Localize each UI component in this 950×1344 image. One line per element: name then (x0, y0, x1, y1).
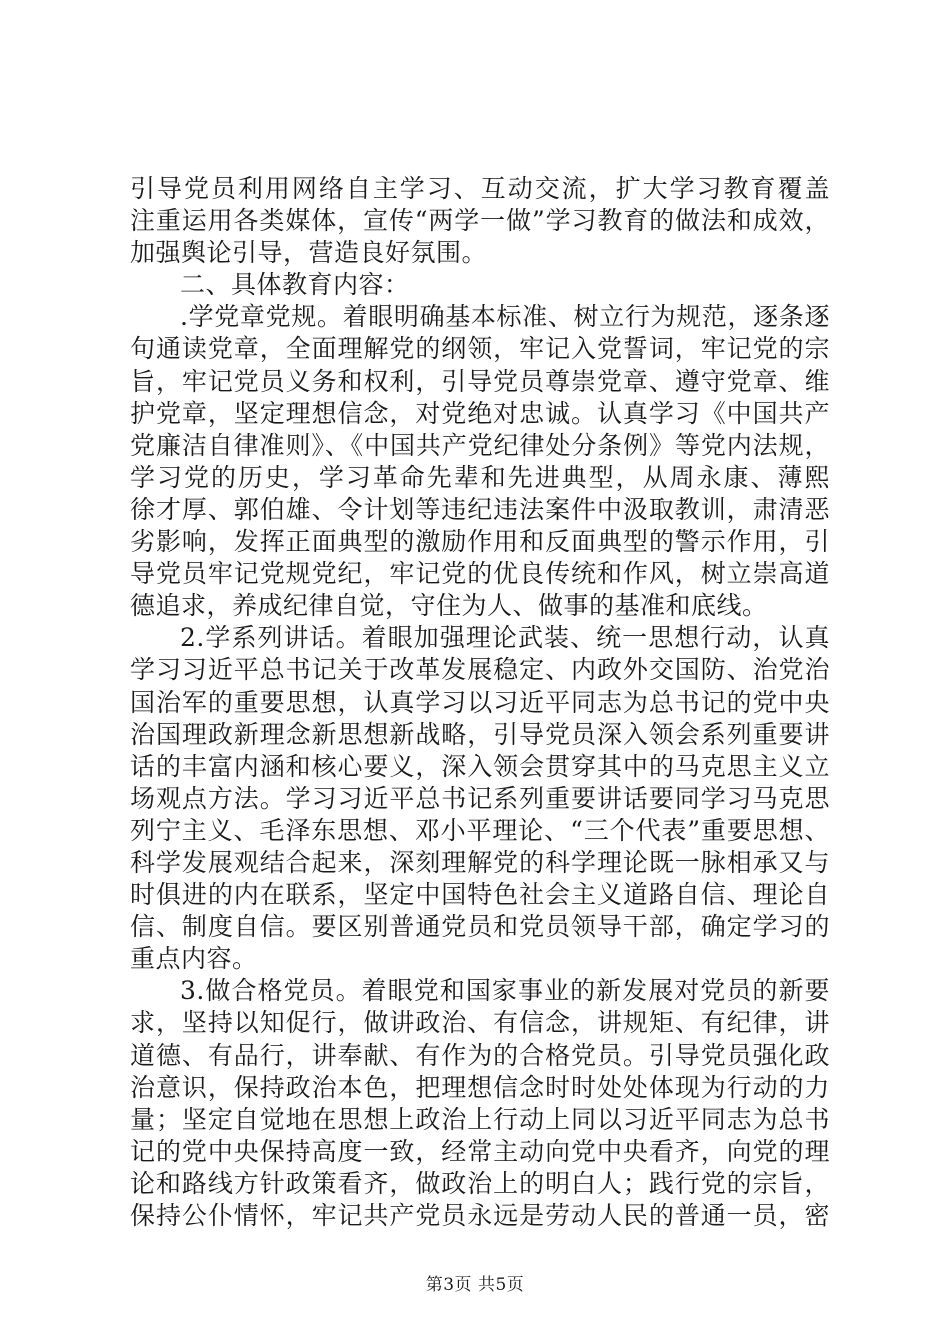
text-line: 列宁主义、毛泽东思想、邓小平理论、“三个代表”重要思想、 (130, 815, 830, 845)
text-line: 二、具体教育内容： (180, 270, 410, 300)
text-line: 导党员牢记党规党纪，牢记党的优良传统和作风，树立崇高道 (130, 559, 830, 589)
text-line: 学习习近平总书记关于改革发展稳定、内政外交国防、治党治 (130, 655, 830, 685)
text-line: 治国理政新理念新思想新战略，引导党员深入领会系列重要讲 (130, 719, 830, 749)
text-line: 量；坚定自觉地在思想上政治上行动上同以习近平同志为总书 (130, 1104, 830, 1134)
text-line: 求，坚持以知促行，做讲政治、有信念，讲规矩、有纪律，讲 (130, 1008, 830, 1038)
page-footer: 第3页 共5页 (425, 1275, 525, 1295)
text-line: 旨，牢记党员义务和权利，引导党员尊崇党章、遵守党章、维 (130, 366, 830, 396)
text-line: 句通读党章，全面理解党的纲领，牢记入党誓词，牢记党的宗 (130, 334, 830, 364)
text-line: 学习党的历史，学习革命先辈和先进典型，从周永康、薄熙 (130, 462, 830, 492)
text-line: .学党章党规。着眼明确基本标准、树立行为规范，逐条逐 (180, 302, 830, 332)
text-line: 科学发展观结合起来，深刻理解党的科学理论既一脉相承又与 (130, 847, 830, 877)
text-line: 话的丰富内涵和核心要义，深入领会贯穿其中的马克思主义立 (130, 751, 830, 781)
text-line: 道德、有品行，讲奉献、有作为的合格党员。引导党员强化政 (130, 1040, 830, 1070)
text-line: 党廉洁自律准则》、《中国共产党纪律处分条例》等党内法规， (130, 430, 830, 460)
text-line: 保持公仆情怀，牢记共产党员永远是劳动人民的普通一员，密 (130, 1201, 830, 1230)
text-line: 时俱进的内在联系，坚定中国特色社会主义道路自信、理论自 (130, 880, 830, 910)
text-line: 重点内容。 (130, 944, 258, 974)
text-line: 注重运用各类媒体，宣传“两学一做”学习教育的做法和成效， (130, 206, 830, 236)
text-line: 护党章，坚定理想信念，对党绝对忠诚。认真学习《中国共产 (130, 398, 830, 428)
text-line: 信、制度自信。要区别普通党员和党员领导干部，确定学习的 (130, 912, 830, 942)
text-line: 引导党员利用网络自主学习、互动交流，扩大学习教育覆盖 (130, 174, 830, 203)
text-line: 德追求，养成纪律自觉，守住为人、做事的基准和底线。 (130, 591, 768, 621)
text-line: 劣影响，发挥正面典型的激励作用和反面典型的警示作用，引 (130, 527, 830, 557)
text-line: 论和路线方针政策看齐，做政治上的明白人；践行党的宗旨， (130, 1168, 830, 1198)
text-line: 2.学系列讲话。着眼加强理论武装、统一思想行动，认真 (180, 623, 830, 653)
text-line: 国治军的重要思想，认真学习以习近平同志为总书记的党中央 (130, 687, 830, 717)
document-body (130, 173, 830, 1232)
text-line: 加强舆论引导，营造良好氛围。 (130, 238, 488, 268)
text-line: 3.做合格党员。着眼党和国家事业的新发展对党员的新要 (180, 976, 830, 1006)
text-line: 场观点方法。学习习近平总书记系列重要讲话要同学习马克思 (130, 783, 830, 813)
text-line: 徐才厚、郭伯雄、令计划等违纪违法案件中汲取教训，肃清恶 (130, 494, 830, 524)
text-line: 治意识，保持政治本色，把理想信念时时处处体现为行动的力 (130, 1072, 830, 1102)
text-line: 记的党中央保持高度一致，经常主动向党中央看齐，向党的理 (130, 1136, 830, 1166)
